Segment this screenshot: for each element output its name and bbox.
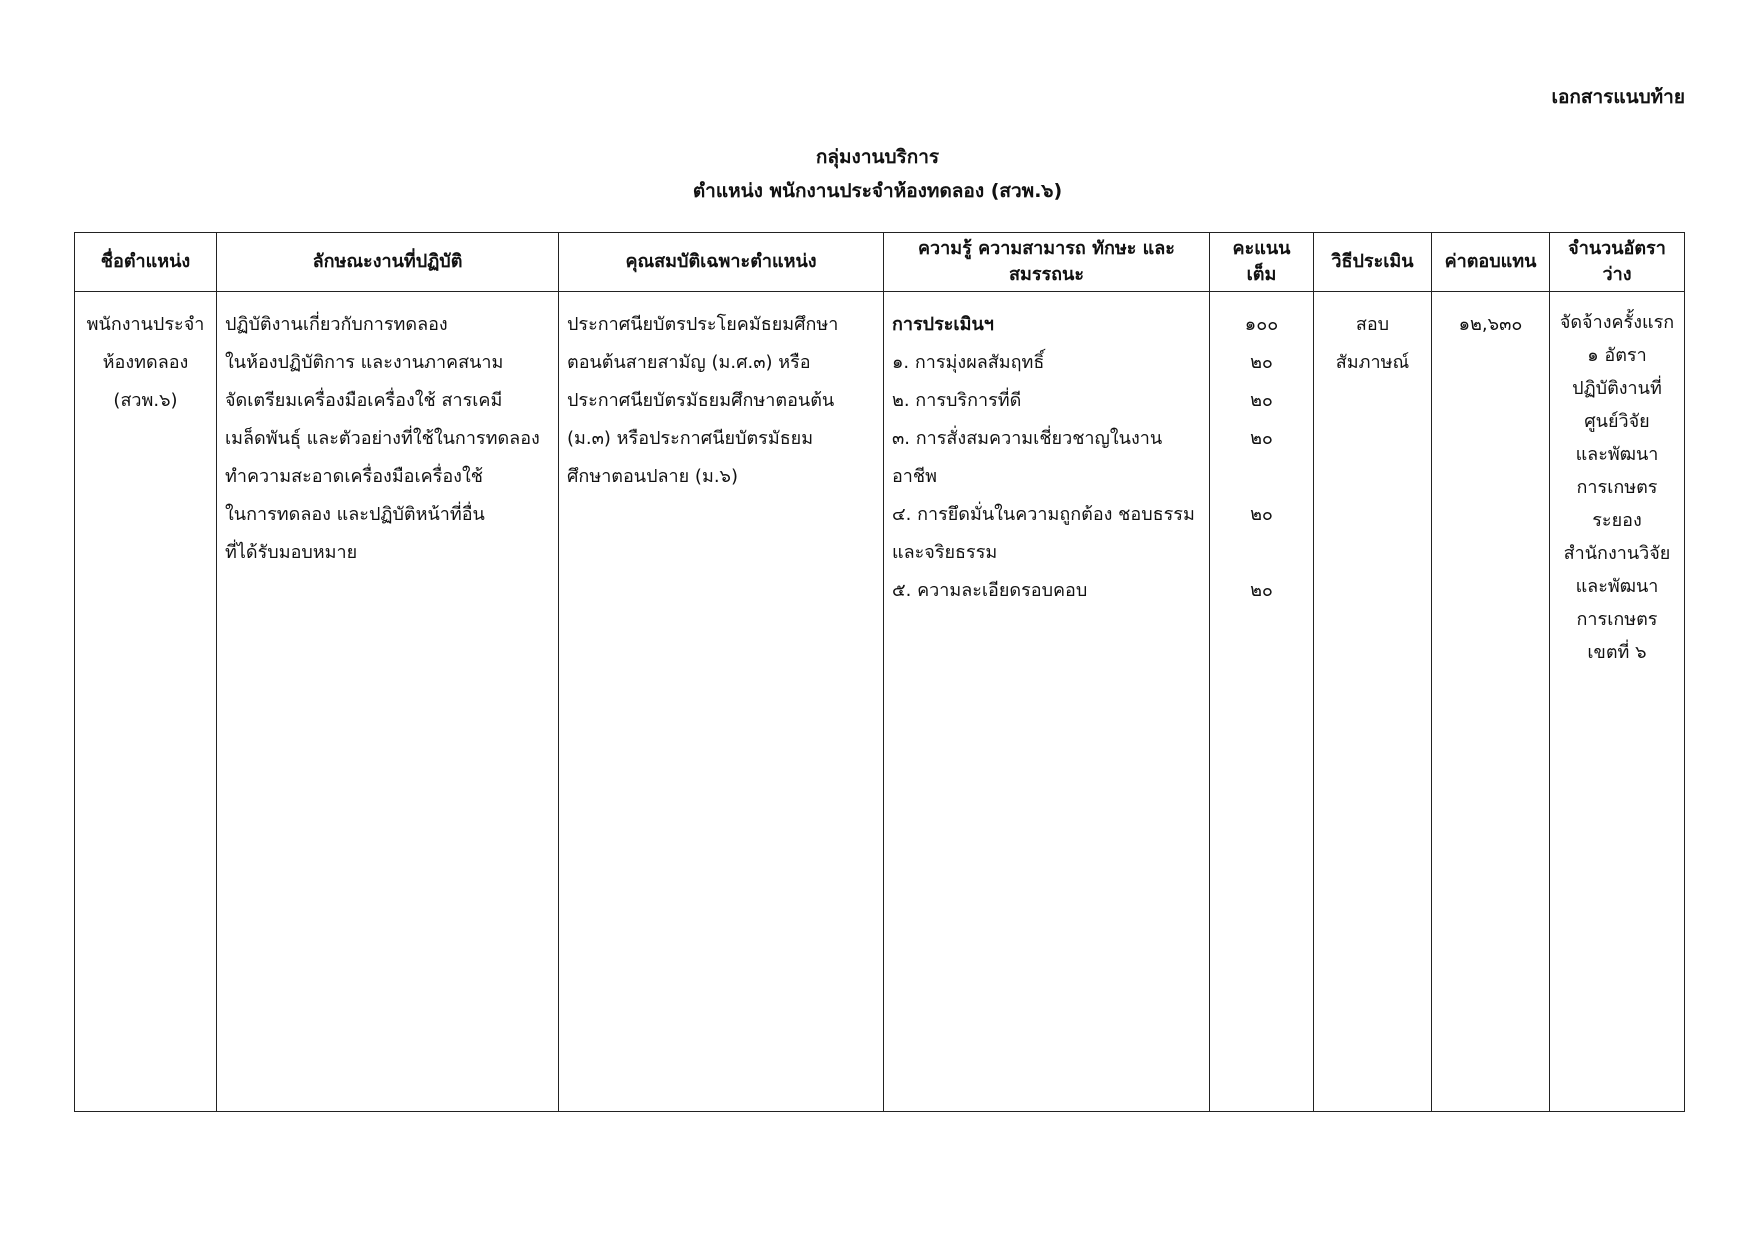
col-header-duties: ลักษณะงานที่ปฏิบัติ — [217, 233, 559, 292]
cell-line: ห้องทดลอง — [102, 352, 189, 373]
col-header-full-score: คะแนน เต็ม — [1210, 233, 1314, 292]
cell-line: ๒. การบริการที่ดี — [892, 390, 1022, 411]
cell-line: ปฏิบัติงานเกี่ยวกับการทดลอง — [225, 314, 448, 335]
cell-line: ระยอง — [1592, 510, 1642, 531]
cell-line: จัดจ้างครั้งแรก — [1559, 312, 1675, 333]
cell-line: ในการทดลอง และปฏิบัติหน้าที่อื่น — [225, 504, 485, 525]
cell-line: ๒๐ — [1250, 390, 1273, 411]
cell-line: การเกษตร — [1576, 609, 1658, 630]
cell-line: ประกาศนียบัตรประโยคมัธยมศึกษา — [567, 314, 839, 335]
col-header-competencies: ความรู้ ความสามารถ ทักษะ และ สมรรถนะ — [884, 233, 1210, 292]
cell-line: ๒๐ — [1250, 580, 1273, 601]
cell-line: ปฏิบัติงานที่ — [1572, 378, 1662, 399]
cell-line: ในห้องปฏิบัติการ และงานภาคสนาม — [225, 352, 504, 373]
cell-line: ๔. การยึดมั่นในความถูกต้อง ชอบธรรม — [892, 504, 1195, 525]
cell-line: และพัฒนา — [1575, 444, 1659, 465]
cell-line: ศึกษาตอนปลาย (ม.๖) — [567, 466, 738, 487]
cell-line: เมล็ดพันธุ์ และตัวอย่างที่ใช้ในการทดลอง — [225, 428, 540, 449]
duties-cell — [217, 292, 559, 1112]
cell-line — [1218, 458, 1305, 496]
document-title — [0, 140, 1755, 208]
cell-line: สัมภาษณ์ — [1335, 352, 1410, 373]
position-table — [74, 232, 1685, 1112]
cell-line: ๒๐ — [1250, 352, 1273, 373]
cell-line: ๑๐๐ — [1244, 314, 1279, 335]
cell-line: จัดเตรียมเครื่องมือเครื่องใช้ สารเคมี — [225, 390, 503, 411]
cell-line: ๑. การมุ่งผลสัมฤทธิ์ — [892, 352, 1045, 373]
cell-line: ๓. การสั่งสมความเชี่ยวชาญในงาน — [892, 428, 1163, 449]
competencies-cell — [884, 292, 1210, 1112]
cell-line: ตอนต้นสายสามัญ (ม.ศ.๓) หรือ — [567, 352, 811, 373]
compensation-value: ๑๒,๖๓๐ — [1458, 314, 1523, 335]
method-cell — [1314, 292, 1432, 1112]
cell-line: และจริยธรรม — [892, 542, 998, 563]
col-header-qualifications: คุณสมบัติเฉพาะตำแหน่ง — [559, 233, 884, 292]
cell-line: ๒๐ — [1250, 504, 1273, 525]
header-row — [75, 233, 1685, 292]
cell-line: เขตที่ ๖ — [1587, 642, 1647, 663]
group-title: กลุ่มงานบริการ — [815, 146, 940, 168]
cell-line: ๒๐ — [1250, 428, 1273, 449]
compensation-cell — [1432, 292, 1550, 1112]
criteria-list — [892, 344, 1201, 610]
cell-line: การเกษตร — [1576, 477, 1658, 498]
col-header-compensation: ค่าตอบแทน — [1432, 233, 1550, 292]
table-row — [75, 292, 1685, 1112]
cell-line: (ม.๓) หรือประกาศนียบัตรมัธยม — [567, 428, 814, 449]
position-name-cell — [75, 292, 217, 1112]
cell-line: (สวพ.๖) — [113, 390, 178, 411]
cell-line: สอบ — [1355, 314, 1390, 335]
col-header-assessment-method: วิธีประเมิน — [1314, 233, 1432, 292]
cell-line: ๕. ความละเอียดรอบคอบ — [892, 580, 1088, 601]
cell-line: และพัฒนา — [1575, 576, 1659, 597]
cell-line: ๑ อัตรา — [1587, 345, 1647, 366]
cell-line: ประกาศนียบัตรมัธยมศึกษาตอนต้น — [567, 390, 835, 411]
position-title: ตำแหน่ง พนักงานประจำห้องทดลอง (สวพ.๖) — [692, 180, 1063, 202]
qualifications-cell — [559, 292, 884, 1112]
cell-line: สำนักงานวิจัย — [1563, 543, 1671, 564]
cell-line: อาชีพ — [892, 466, 937, 487]
cell-line: ที่ได้รับมอบหมาย — [225, 542, 358, 563]
col-header-position-name: ชื่อตำแหน่ง — [75, 233, 217, 292]
criteria-heading: การประเมินฯ — [892, 314, 994, 335]
col-header-vacancies: จำนวนอัตรา ว่าง — [1550, 233, 1685, 292]
cell-line — [1218, 534, 1305, 572]
cell-line: พนักงานประจำ — [86, 314, 205, 335]
vacancy-cell — [1550, 292, 1685, 1112]
cell-line: ศูนย์วิจัย — [1584, 411, 1650, 432]
score-cell — [1210, 292, 1314, 1112]
cell-line: ทำความสะอาดเครื่องมือเครื่องใช้ — [225, 466, 483, 487]
annex-label: เอกสารแนบท้าย — [1551, 86, 1685, 108]
